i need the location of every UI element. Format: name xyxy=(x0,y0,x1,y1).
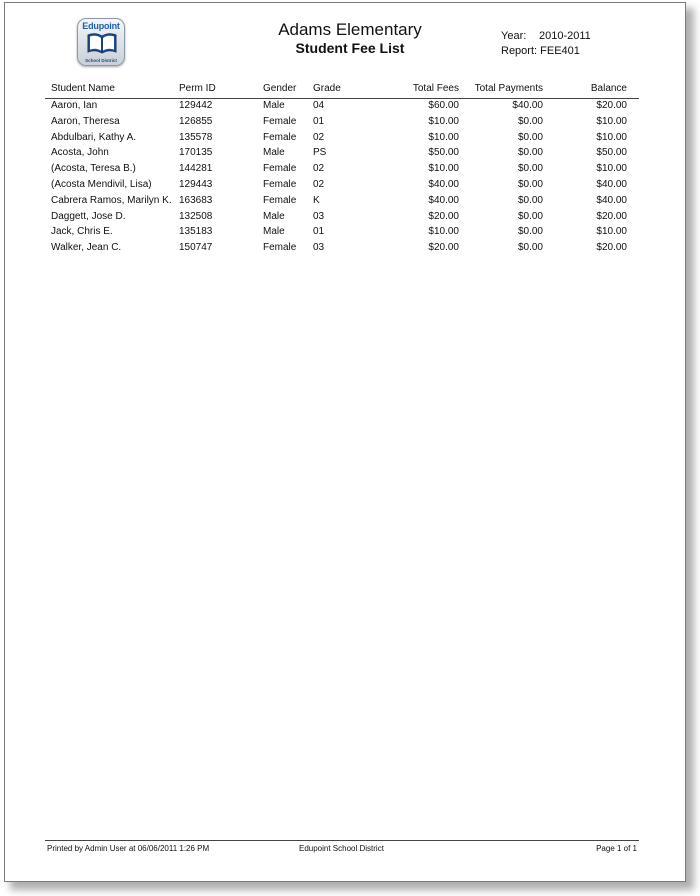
table-row xyxy=(45,209,639,225)
total-payments-cell: $0.00 xyxy=(517,210,543,222)
total-fees-cell: $10.00 xyxy=(428,226,459,238)
gender-cell: Female xyxy=(263,178,297,190)
total-fees-cell: $20.00 xyxy=(428,210,459,222)
table-row xyxy=(45,98,639,114)
total-fees-cell: $40.00 xyxy=(428,178,459,190)
column-header-perm-id: Perm ID xyxy=(179,83,216,94)
gender-cell: Male xyxy=(263,210,285,222)
printed-by-text: Printed by Admin User at 06/06/2011 1:26 PM xyxy=(47,844,210,853)
total-payments-cell: $0.00 xyxy=(517,147,543,159)
perm-id-cell: 144281 xyxy=(179,163,213,175)
table-row xyxy=(45,130,639,146)
grade-cell: PS xyxy=(313,147,327,159)
report-footer xyxy=(45,840,639,855)
perm-id-cell: 135578 xyxy=(179,131,213,143)
column-header-gender: Gender xyxy=(263,83,297,94)
gender-cell: Female xyxy=(263,194,297,206)
perm-id-cell: 170135 xyxy=(179,147,213,159)
perm-id-cell: 129442 xyxy=(179,100,213,111)
grade-cell: 02 xyxy=(313,131,325,143)
total-fees-cell: $20.00 xyxy=(428,242,459,254)
column-header-student-name: Student Name xyxy=(51,83,115,94)
student-name-cell: Abdulbari, Kathy A. xyxy=(51,131,137,143)
table-row xyxy=(45,224,639,240)
column-header-grade: Grade xyxy=(313,83,341,94)
total-fees-cell: $10.00 xyxy=(428,131,459,143)
school-name: Adams Elementary xyxy=(278,20,422,39)
total-payments-cell: $0.00 xyxy=(517,226,543,238)
gender-cell: Male xyxy=(263,100,285,111)
student-name-cell: Cabrera Ramos, Marilyn K. xyxy=(51,194,172,206)
balance-cell: $10.00 xyxy=(596,131,627,143)
total-fees-cell: $10.00 xyxy=(428,115,459,127)
balance-cell: $10.00 xyxy=(596,226,627,238)
student-name-cell: (Acosta Mendivil, Lisa) xyxy=(51,178,152,190)
total-fees-cell: $60.00 xyxy=(428,100,459,111)
table-row xyxy=(45,177,639,193)
report-title: Student Fee List xyxy=(295,40,405,56)
balance-cell: $10.00 xyxy=(596,163,627,175)
report-value: FEE401 xyxy=(540,45,580,57)
balance-cell: $40.00 xyxy=(596,178,627,190)
perm-id-cell: 150747 xyxy=(179,242,213,254)
student-name-cell: Walker, Jean C. xyxy=(51,242,122,254)
student-name-cell: Acosta, John xyxy=(51,147,109,159)
student-name-cell: Daggett, Jose D. xyxy=(51,210,126,222)
total-fees-cell: $40.00 xyxy=(428,194,459,206)
gender-cell: Female xyxy=(263,131,297,143)
year-value: 2010-2011 xyxy=(539,30,591,42)
total-payments-cell: $0.00 xyxy=(517,131,543,143)
student-name-cell: (Acosta, Teresa B.) xyxy=(51,163,136,175)
balance-cell: $20.00 xyxy=(596,100,627,111)
total-fees-cell: $50.00 xyxy=(428,147,459,159)
table-header xyxy=(45,83,639,99)
footer-district-name: Edupoint School District xyxy=(299,844,384,853)
total-fees-cell: $10.00 xyxy=(428,163,459,175)
total-payments-cell: $0.00 xyxy=(517,194,543,206)
balance-cell: $50.00 xyxy=(596,147,627,159)
total-payments-cell: $0.00 xyxy=(517,178,543,190)
perm-id-cell: 163683 xyxy=(179,194,213,206)
page-number: Page 1 of 1 xyxy=(596,844,637,853)
perm-id-cell: 135183 xyxy=(179,226,213,238)
report-meta xyxy=(501,29,591,59)
balance-cell: $20.00 xyxy=(596,242,627,254)
perm-id-cell: 129443 xyxy=(179,178,213,190)
table-row xyxy=(45,161,639,177)
gender-cell: Male xyxy=(263,226,285,238)
gender-cell: Female xyxy=(263,115,297,127)
perm-id-cell: 132508 xyxy=(179,210,213,222)
column-header-total-payments: Total Payments xyxy=(474,83,543,94)
table-row xyxy=(45,114,639,130)
report-line xyxy=(501,44,591,59)
table-body xyxy=(45,98,639,256)
balance-cell: $10.00 xyxy=(596,115,627,127)
total-payments-cell: $40.00 xyxy=(512,100,543,111)
column-header-balance: Balance xyxy=(590,83,627,94)
student-name-cell: Aaron, Theresa xyxy=(51,115,120,127)
gender-cell: Female xyxy=(263,242,297,254)
table-row xyxy=(45,193,639,209)
total-payments-cell: $0.00 xyxy=(517,242,543,254)
student-name-cell: Jack, Chris E. xyxy=(51,226,113,238)
student-name-cell: Aaron, Ian xyxy=(51,100,98,111)
logo-subtitle: School District xyxy=(85,58,117,63)
grade-cell: 02 xyxy=(313,163,325,175)
table-row xyxy=(45,240,639,256)
balance-cell: $40.00 xyxy=(596,194,627,206)
year-line xyxy=(501,29,591,44)
grade-cell: 01 xyxy=(313,115,325,127)
grade-cell: 03 xyxy=(313,242,325,254)
table-row xyxy=(45,145,639,161)
gender-cell: Male xyxy=(263,147,285,159)
logo-brand: Edupoint xyxy=(82,21,120,31)
grade-cell: 03 xyxy=(313,210,325,222)
total-payments-cell: $0.00 xyxy=(517,115,543,127)
perm-id-cell: 126855 xyxy=(179,115,213,127)
total-payments-cell: $0.00 xyxy=(517,163,543,175)
report-label: Report: xyxy=(501,45,538,57)
year-label: Year: xyxy=(501,30,527,42)
grade-cell: K xyxy=(313,194,320,206)
grade-cell: 01 xyxy=(313,226,325,238)
column-header-total-fees: Total Fees xyxy=(412,83,459,94)
gender-cell: Female xyxy=(263,163,297,175)
grade-cell: 02 xyxy=(313,178,325,190)
grade-cell: 04 xyxy=(313,100,325,111)
balance-cell: $20.00 xyxy=(596,210,627,222)
